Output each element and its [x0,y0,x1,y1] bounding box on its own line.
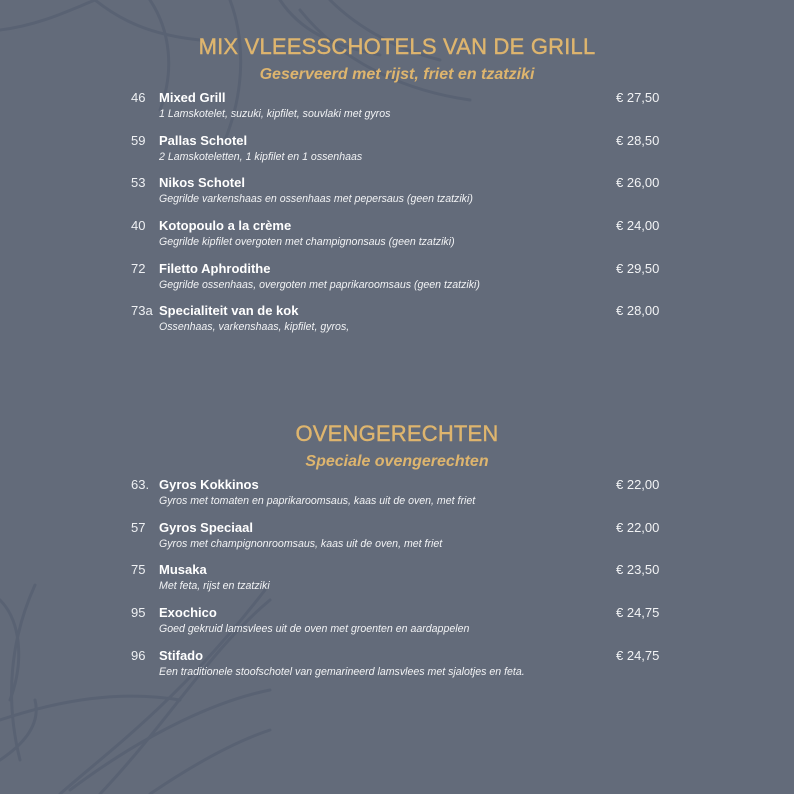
menu-item [0,261,794,304]
menu-item [0,648,794,691]
item-price: € 28,00 [616,303,660,319]
item-price: € 24,75 [616,605,660,621]
item-number: 72 [131,260,146,276]
item-name: Gyros Speciaal [159,519,253,535]
item-description: Gyros met tomaten en paprikaroomsaus, kaas uit de oven, met friet [159,495,476,507]
item-description: Goed gekruid lamsvlees uit de oven met groenten en aardappelen [159,623,470,636]
section-title: MIX VLEESSCHOTELS VAN DE GRILL [198,34,596,59]
menu-item [0,90,794,133]
item-price: € 26,00 [616,175,660,191]
item-price: € 22,00 [616,477,660,492]
menu-item-list [0,477,794,690]
section-subtitle: Speciale ovengerechten [305,453,489,470]
item-name: Exochico [159,605,217,621]
item-number: 96 [131,647,146,663]
menu-item-list [0,90,794,346]
item-description: Gegrilde ossenhaas, overgoten met paprikaroomsaus (geen tzatziki) [159,278,480,291]
menu-item [0,520,794,563]
item-number: 57 [131,519,146,535]
item-name: Musaka [159,562,207,578]
item-description: Een traditionele stoofschotel van gemarineerd lamsvlees met sjalotjes en feta. [159,665,525,678]
item-number: 40 [131,218,146,234]
menu-item [0,133,794,176]
item-number: 59 [131,132,146,148]
item-name: Nikos Schotel [159,175,245,191]
item-description: Met feta, rijst en tzatziki [159,580,270,593]
item-name: Kotopoulo a la crème [159,218,292,234]
item-description: Gegrilde kipfilet overgoten met champignonsaus (geen tzatziki) [159,236,455,249]
item-number: 95 [131,605,146,621]
item-number: 75 [131,562,146,578]
item-price: € 22,00 [616,519,660,535]
menu-item [0,218,794,261]
item-price: € 23,50 [616,562,660,578]
menu-item [0,175,794,218]
item-number: 73a [131,303,153,319]
item-description: 2 Lamskoteletten, 1 kipfilet en 1 ossenhaas [159,150,363,163]
item-price: € 29,50 [616,260,660,276]
item-price: € 24,75 [616,647,660,663]
section-title: OVENGERECHTEN [295,421,499,446]
section-subtitle: Geserveerd met rijst, friet en tzatziki [259,66,535,83]
section-oven [0,421,794,690]
item-description: Ossenhaas, varkenshaas, kipfilet, gyros, [159,321,350,334]
item-number: 46 [131,90,146,105]
item-price: € 24,00 [616,218,660,234]
item-price: € 27,50 [616,90,660,105]
item-price: € 28,50 [616,132,660,148]
item-description: Gyros met champignonroomsaus, kaas uit de oven, met friet [159,537,443,550]
item-name: Specialiteit van de kok [159,303,299,319]
item-name: Gyros Kokkinos [159,477,259,492]
item-description: Gegrilde varkenshaas en ossenhaas met pepersaus (geen tzatziki) [159,193,473,206]
menu-item [0,477,794,520]
menu-item [0,303,794,346]
item-number: 53 [131,175,146,191]
menu-item [0,562,794,605]
item-number: 63. [131,477,150,492]
item-name: Stifado [159,647,204,663]
item-name: Mixed Grill [159,90,226,105]
item-name: Pallas Schotel [159,132,248,148]
item-description: 1 Lamskotelet, suzuki, kipfilet, souvlaki met gyros [159,108,391,120]
item-name: Filetto Aphrodithe [159,260,271,276]
section-grill [0,34,794,346]
menu-item [0,605,794,648]
